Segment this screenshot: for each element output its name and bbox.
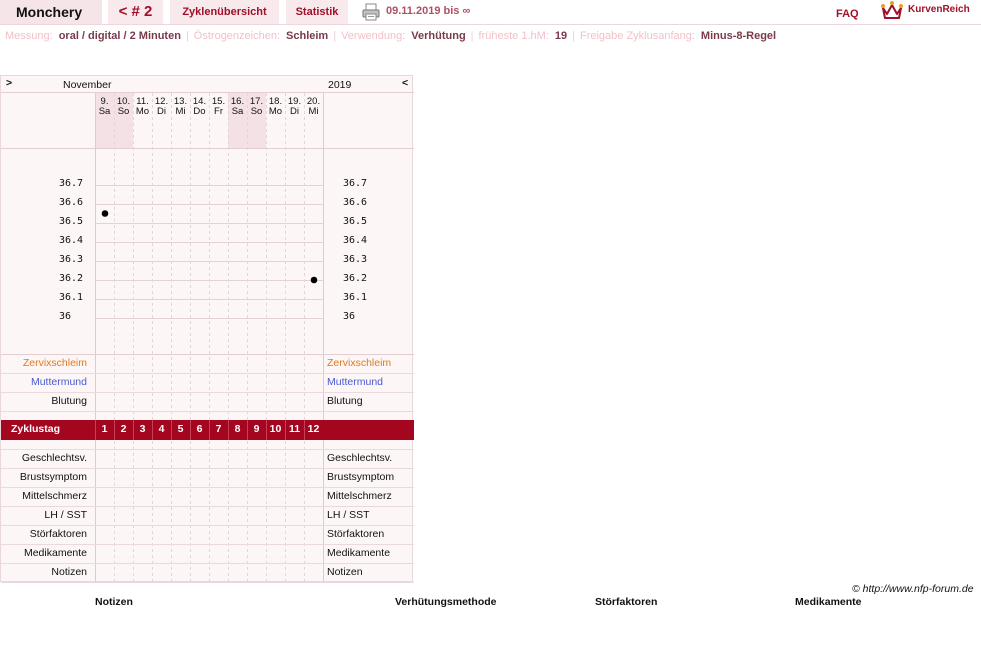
day-of-week: Sa — [231, 106, 244, 117]
legend-disturbances: Störfaktoren — [595, 596, 658, 608]
row-label-right: Brustsymptom — [327, 471, 395, 483]
row-label-left: Störfaktoren — [29, 528, 87, 540]
infobar-label: Verwendung: — [341, 30, 406, 42]
legend-medication: Medikamente — [795, 596, 862, 608]
infobar-value: 19 — [554, 30, 568, 42]
day-number: 12. — [154, 96, 169, 107]
y-tick-label-left: 36.4 — [59, 235, 84, 246]
legend-notes: Notizen — [95, 596, 133, 608]
day-of-week: Do — [193, 106, 206, 117]
row-label-left: LH / SST — [44, 509, 87, 521]
row-label-left: Blutung — [51, 395, 87, 407]
date-range: 09.11.2019 bis ∞ — [386, 5, 471, 17]
day-number: 13. — [173, 96, 188, 107]
cycle-day-number: 8 — [234, 423, 241, 435]
copyright-note: © http://www.nfp-forum.de — [852, 583, 974, 595]
row-label-right: Blutung — [327, 395, 363, 407]
day-of-week: Di — [157, 106, 166, 117]
cycle-day-number: 5 — [177, 423, 184, 435]
cycle-day-number: 12 — [307, 423, 320, 435]
month-label: November — [63, 79, 112, 91]
day-of-week: Fr — [214, 106, 223, 117]
cycle-day-number: 11 — [288, 423, 301, 435]
day-number: 10. — [116, 96, 131, 107]
cycle-day-number: 1 — [101, 423, 108, 435]
temperature-point — [102, 210, 109, 217]
infobar-value: Schleim — [286, 30, 329, 42]
infobar-separator: | — [185, 30, 189, 42]
row-label-left: Mittelschmerz — [22, 490, 87, 502]
row-label-right: Mittelschmerz — [327, 490, 392, 502]
day-number: 9. — [100, 96, 109, 107]
temperature-point — [311, 277, 318, 284]
kurvenreich-logo[interactable] — [880, 0, 980, 22]
row-label-left: Brustsymptom — [19, 471, 87, 483]
cycle-day-number: 2 — [120, 423, 127, 435]
day-number: 20. — [306, 96, 321, 107]
infobar-label: früheste 1.hM: — [478, 30, 549, 42]
cycle-day-number: 7 — [215, 423, 222, 435]
cycle-chart — [0, 75, 413, 582]
day-of-week: So — [250, 106, 263, 117]
y-tick-label-right: 36.6 — [343, 197, 368, 208]
cycle-number-tab[interactable]: < # 2 — [108, 0, 163, 24]
day-number: 16. — [230, 96, 245, 107]
faq-link[interactable]: FAQ — [836, 8, 859, 20]
infobar-label: Messung: — [5, 30, 53, 42]
day-of-week: So — [117, 106, 130, 117]
settings-infobar — [5, 30, 776, 42]
crown-icon — [880, 0, 904, 20]
day-number: 18. — [268, 96, 283, 107]
infobar-separator: | — [470, 30, 474, 42]
row-label-right: Störfaktoren — [327, 528, 385, 540]
row-label-left: Geschlechtsv. — [21, 452, 87, 464]
y-tick-label-right: 36.4 — [343, 235, 368, 246]
cycle-overview-tab[interactable]: Zyklenübersicht — [170, 0, 279, 24]
printer-icon[interactable] — [362, 3, 380, 21]
legend-method: Verhütungsmethode — [395, 596, 497, 608]
cycle-day-number: 4 — [158, 423, 165, 435]
infobar-separator: | — [572, 30, 575, 42]
day-of-week: Mo — [135, 106, 150, 117]
row-label-left: Medikamente — [23, 547, 87, 559]
cycle-day-number: 10 — [269, 423, 282, 435]
row-label-right: Medikamente — [327, 547, 391, 559]
infobar-value: Verhütung — [411, 30, 466, 42]
row-label-left: Muttermund — [30, 376, 87, 388]
y-tick-label-left: 36 — [59, 311, 72, 322]
row-label-right: Geschlechtsv. — [327, 452, 393, 464]
cycle-day-number: 9 — [253, 423, 260, 435]
top-navigation — [0, 0, 981, 25]
y-tick-label-left: 36.2 — [59, 273, 84, 284]
y-tick-label-left: 36.1 — [59, 292, 84, 303]
cycle-day-number: 6 — [196, 423, 203, 435]
cycle-day-label: Zyklustag — [11, 423, 61, 435]
row-label-right: Muttermund — [327, 376, 384, 388]
y-tick-label-right: 36.2 — [343, 273, 368, 284]
row-label-right: LH / SST — [327, 509, 370, 521]
chart-grid — [1, 76, 414, 583]
logo-text: KurvenReich — [908, 4, 970, 15]
y-tick-label-right: 36 — [343, 311, 356, 322]
row-label-left: Zervixschleim — [22, 357, 87, 369]
y-tick-label-left: 36.6 — [59, 197, 84, 208]
day-of-week: Mi — [308, 106, 319, 117]
day-number: 19. — [287, 96, 302, 107]
infobar-separator: | — [333, 30, 337, 42]
day-number: 15. — [211, 96, 226, 107]
cycle-day-number: 3 — [139, 423, 146, 435]
day-number: 11. — [136, 96, 149, 107]
day-of-week: Sa — [98, 106, 111, 117]
y-tick-label-left: 36.5 — [59, 216, 84, 227]
day-number: 17. — [249, 96, 264, 107]
statistics-tab[interactable]: Statistik — [286, 0, 348, 24]
day-of-week: Di — [290, 106, 299, 117]
y-tick-label-left: 36.7 — [59, 178, 84, 189]
row-label-right: Zervixschleim — [327, 357, 392, 369]
nav-next-button[interactable]: < — [402, 77, 409, 89]
nav-prev-button[interactable]: > — [6, 77, 13, 89]
y-tick-label-right: 36.7 — [343, 178, 368, 189]
infobar-label: Freigabe Zyklusanfang: — [579, 30, 695, 42]
y-tick-label-right: 36.3 — [343, 254, 368, 265]
y-tick-label-right: 36.5 — [343, 216, 368, 227]
y-tick-label-right: 36.1 — [343, 292, 368, 303]
row-label-right: Notizen — [327, 566, 363, 578]
day-number: 14. — [192, 96, 207, 107]
infobar-label: Östrogenzeichen: — [193, 30, 281, 42]
user-tab[interactable]: Monchery — [0, 0, 102, 24]
infobar-value: oral / digital / 2 Minuten — [58, 30, 181, 42]
row-label-left: Notizen — [51, 566, 87, 578]
day-of-week: Mo — [268, 106, 283, 117]
day-of-week: Mi — [175, 106, 186, 117]
y-tick-label-left: 36.3 — [59, 254, 84, 265]
year-label: 2019 — [328, 79, 352, 91]
infobar-value: Minus-8-Regel — [700, 30, 777, 42]
